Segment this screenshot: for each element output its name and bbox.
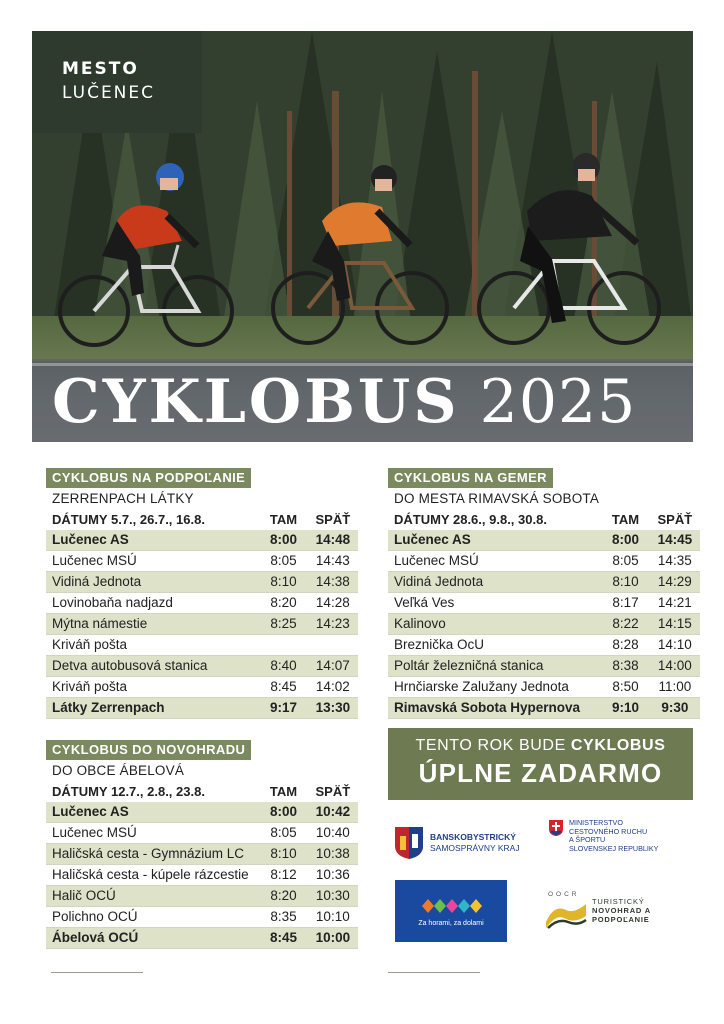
time-spat: 10:36 xyxy=(308,865,358,886)
table-row xyxy=(46,677,358,698)
time-spat: 10:40 xyxy=(308,823,358,844)
table-row xyxy=(388,698,700,719)
stop-name: Detva autobusová stanica xyxy=(46,656,259,677)
bbsk-text xyxy=(430,832,520,854)
ocr-line2: NOVOHRAD A xyxy=(592,906,651,915)
stop-name: Veľká Ves xyxy=(388,593,601,614)
spat-header: SPÄŤ xyxy=(315,784,351,799)
za-horami-text: Za horami, za dolami xyxy=(418,920,484,927)
ministry-text xyxy=(569,819,658,853)
cyclist-2 xyxy=(273,165,447,343)
stop-name: Ábelová OCÚ xyxy=(46,928,259,949)
table-row xyxy=(46,698,358,719)
stop-name: Vidiná Jednota xyxy=(46,572,259,593)
route-subtitle: ZERRENPACH LÁTKY xyxy=(52,491,194,506)
ministry-logo xyxy=(548,816,688,856)
time-tam: 8:00 xyxy=(259,530,307,551)
free-banner-bold: CYKLOBUS xyxy=(570,737,666,754)
time-tam: 8:00 xyxy=(601,530,649,551)
stop-name: Breznička OcU xyxy=(388,635,601,656)
table-row xyxy=(388,530,700,551)
free-banner-line2: ÚPLNE ZADARMO xyxy=(418,758,663,788)
time-tam: 8:00 xyxy=(259,802,307,823)
stop-name: Kriváň pošta xyxy=(46,635,259,656)
time-tam: 8:05 xyxy=(259,551,307,572)
table-row xyxy=(388,614,700,635)
time-tam: 8:45 xyxy=(259,677,307,698)
time-spat: 14:07 xyxy=(308,656,358,677)
time-tam: 8:22 xyxy=(601,614,649,635)
stop-name: Poltár železničná stanica xyxy=(388,656,601,677)
time-spat xyxy=(308,635,358,656)
stop-name: Haličská cesta - Gymnázium LC xyxy=(46,844,259,865)
time-tam: 9:17 xyxy=(259,698,307,719)
time-tam: 8:20 xyxy=(259,886,307,907)
page-title xyxy=(52,367,636,437)
stop-name: Kriváň pošta xyxy=(46,677,259,698)
time-spat: 14:21 xyxy=(650,593,700,614)
time-spat: 10:38 xyxy=(308,844,358,865)
time-tam: 8:40 xyxy=(259,656,307,677)
time-spat: 14:38 xyxy=(308,572,358,593)
diamond-dots-icon xyxy=(422,899,482,913)
table-row xyxy=(46,907,358,928)
time-spat: 14:00 xyxy=(650,656,700,677)
time-tam: 8:10 xyxy=(601,572,649,593)
stop-name: Látky Zerrenpach xyxy=(46,698,259,719)
time-spat: 14:10 xyxy=(650,635,700,656)
table-row xyxy=(46,844,358,865)
dates-header: DÁTUMY 12.7., 2.8., 23.8. xyxy=(52,784,205,799)
bbsk-crest-icon xyxy=(394,826,424,860)
time-tam: 8:35 xyxy=(259,907,307,928)
time-spat: 14:43 xyxy=(308,551,358,572)
stop-name: Halič OCÚ xyxy=(46,886,259,907)
table-row xyxy=(388,656,700,677)
city-logo-box xyxy=(32,31,202,133)
time-spat: 10:10 xyxy=(308,907,358,928)
route-novohrad xyxy=(46,740,358,949)
time-tam: 8:38 xyxy=(601,656,649,677)
cyclist-1 xyxy=(60,163,232,345)
za-horami-logo xyxy=(395,880,507,942)
time-spat: 10:30 xyxy=(308,886,358,907)
table-row xyxy=(46,551,358,572)
tam-header: TAM xyxy=(611,512,640,527)
bbsk-line1: BANSKOBYSTRICKÝ xyxy=(430,832,516,842)
ministry-line1: MINISTERSTVO xyxy=(569,818,623,827)
time-spat: 14:02 xyxy=(308,677,358,698)
time-spat: 10:42 xyxy=(308,802,358,823)
time-spat: 14:35 xyxy=(650,551,700,572)
ministry-line2: CESTOVNÉHO RUCHU xyxy=(569,826,648,836)
time-tam: 8:17 xyxy=(601,593,649,614)
ministry-line3: A ŠPORTU xyxy=(569,835,606,844)
time-tam: 8:28 xyxy=(601,635,649,656)
time-tam: 8:50 xyxy=(601,677,649,698)
tam-header: TAM xyxy=(269,784,298,799)
stop-name: Lučenec AS xyxy=(388,530,601,551)
route-heading: CYKLOBUS NA PODPOĽANIE xyxy=(46,468,251,488)
table-row xyxy=(46,823,358,844)
time-tam: 8:12 xyxy=(259,865,307,886)
slovak-crest-icon xyxy=(548,819,564,837)
table-row xyxy=(46,656,358,677)
route-heading: CYKLOBUS DO NOVOHRADU xyxy=(46,740,251,760)
time-tam: 8:10 xyxy=(259,572,307,593)
timetable xyxy=(46,781,358,949)
table-row xyxy=(388,677,700,698)
footer-divider-right xyxy=(388,972,480,973)
stop-name: Lučenec MSÚ xyxy=(46,551,259,572)
time-tam: 9:10 xyxy=(601,698,649,719)
table-row xyxy=(388,572,700,593)
time-spat: 14:29 xyxy=(650,572,700,593)
bbsk-line2: SAMOSPRÁVNY KRAJ xyxy=(430,843,520,853)
ocr-mark-icon xyxy=(544,900,588,930)
bbsk-logo xyxy=(394,826,534,860)
stop-name: Polichno OCÚ xyxy=(46,907,259,928)
time-tam: 8:25 xyxy=(259,614,307,635)
time-spat: 11:00 xyxy=(650,677,700,698)
stop-name: Lovinobaňa nadjazd xyxy=(46,593,259,614)
stop-name: Lučenec AS xyxy=(46,530,259,551)
time-spat: 14:45 xyxy=(650,530,700,551)
time-tam xyxy=(259,635,307,656)
stop-name: Mýtna námestie xyxy=(46,614,259,635)
stop-name: Hrnčiarske Zalužany Jednota xyxy=(388,677,601,698)
city-line-2: LUČENEC xyxy=(62,83,156,103)
route-podpolanie xyxy=(46,468,358,719)
free-banner-line1 xyxy=(388,728,693,755)
ocr-text xyxy=(592,897,651,924)
table-row xyxy=(388,635,700,656)
free-banner xyxy=(388,728,693,800)
stop-name: Haličská cesta - kúpele rázcestie xyxy=(46,865,259,886)
table-row xyxy=(46,572,358,593)
time-spat: 14:48 xyxy=(308,530,358,551)
time-spat: 9:30 xyxy=(650,698,700,719)
time-tam: 8:05 xyxy=(259,823,307,844)
table-row xyxy=(46,593,358,614)
time-spat: 13:30 xyxy=(308,698,358,719)
route-subtitle: DO MESTA RIMAVSKÁ SOBOTA xyxy=(394,491,600,506)
table-row xyxy=(46,928,358,949)
stop-name: Kalinovo xyxy=(388,614,601,635)
stop-name: Lučenec MSÚ xyxy=(388,551,601,572)
ocr-line3: PODPOĽANIE xyxy=(592,915,650,924)
route-heading: CYKLOBUS NA GEMER xyxy=(388,468,553,488)
hero-photo xyxy=(32,31,693,442)
table-row xyxy=(46,530,358,551)
table-row xyxy=(46,635,358,656)
free-banner-prefix: TENTO ROK BUDE xyxy=(415,737,566,754)
title-word: CYKLOBUS xyxy=(52,367,460,437)
ocr-line1: TURISTICKÝ xyxy=(592,897,645,906)
table-row xyxy=(46,802,358,823)
spat-header: SPÄŤ xyxy=(315,512,351,527)
table-row xyxy=(46,614,358,635)
timetable xyxy=(388,509,700,719)
dates-header: DÁTUMY 5.7., 26.7., 16.8. xyxy=(52,512,205,527)
spat-header: SPÄŤ xyxy=(657,512,693,527)
route-subtitle: DO OBCE ÁBELOVÁ xyxy=(52,763,185,778)
ocr-logo xyxy=(544,891,674,936)
ocr-small-text: OOCR xyxy=(548,891,580,898)
title-year: 2025 xyxy=(479,367,637,437)
time-spat: 14:15 xyxy=(650,614,700,635)
stop-name: Rimavská Sobota Hypernova xyxy=(388,698,601,719)
stop-name: Vidiná Jednota xyxy=(388,572,601,593)
table-row xyxy=(388,551,700,572)
stop-name: Lučenec AS xyxy=(46,802,259,823)
time-tam: 8:20 xyxy=(259,593,307,614)
city-line-1: MESTO xyxy=(62,59,139,79)
time-spat: 14:23 xyxy=(308,614,358,635)
cyclist-3 xyxy=(479,153,659,343)
time-tam: 8:05 xyxy=(601,551,649,572)
tam-header: TAM xyxy=(269,512,298,527)
ministry-line4: SLOVENSKEJ REPUBLIKY xyxy=(569,843,659,853)
time-spat: 14:28 xyxy=(308,593,358,614)
dates-header: DÁTUMY 28.6., 9.8., 30.8. xyxy=(394,512,547,527)
time-tam: 8:45 xyxy=(259,928,307,949)
table-row xyxy=(388,593,700,614)
time-spat: 10:00 xyxy=(308,928,358,949)
footer-divider-left xyxy=(51,972,143,973)
stop-name: Lučenec MSÚ xyxy=(46,823,259,844)
time-tam: 8:10 xyxy=(259,844,307,865)
timetable xyxy=(46,509,358,719)
table-row xyxy=(46,865,358,886)
route-gemer xyxy=(388,468,700,719)
table-row xyxy=(46,886,358,907)
